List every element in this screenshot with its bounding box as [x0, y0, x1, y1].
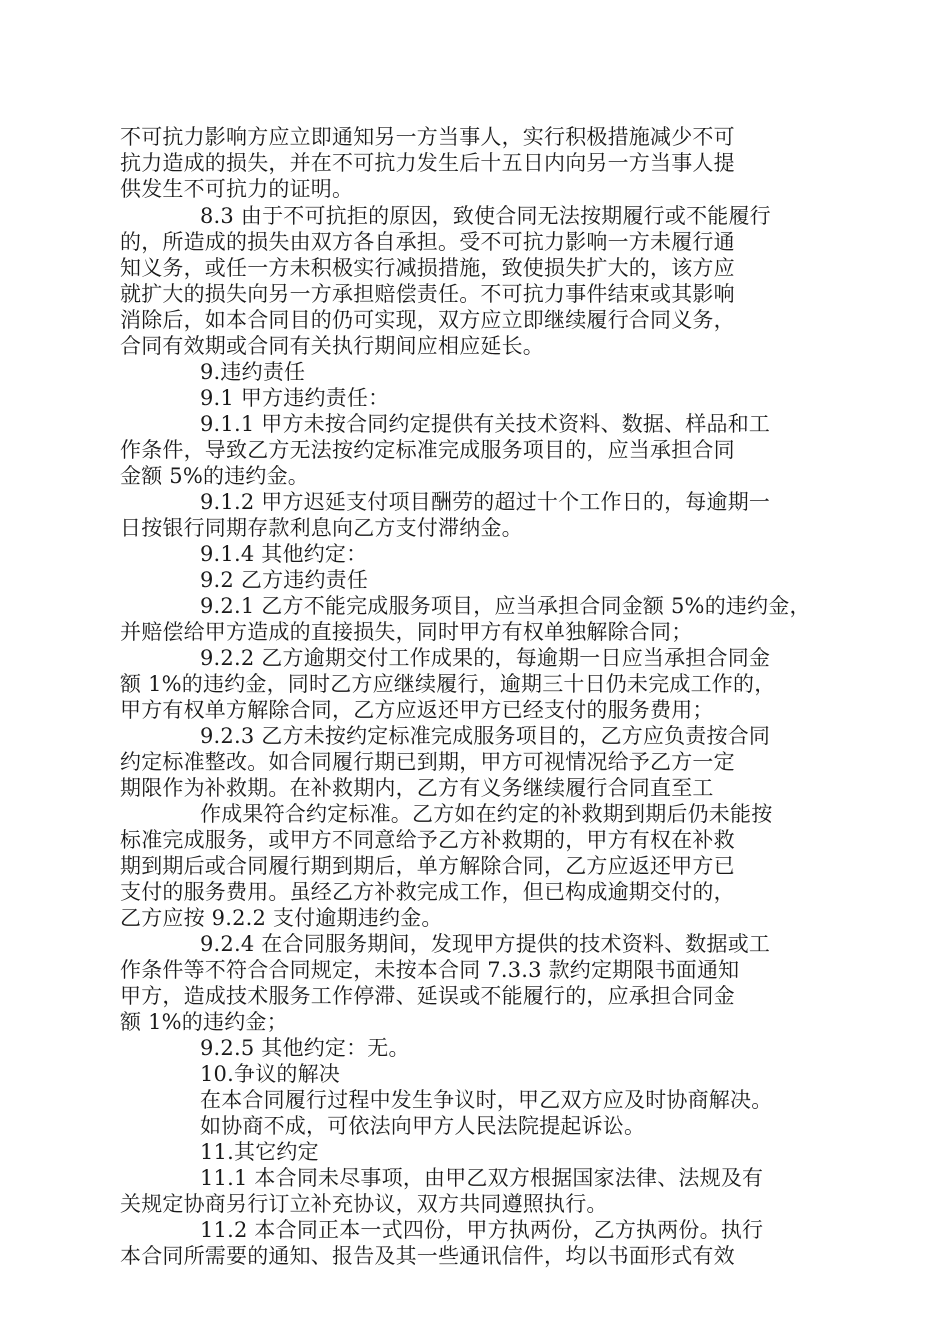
text-line: 甲方有权单方解除合同，乙方应返还甲方已经支付的服务费用； [120, 698, 714, 722]
text-line: 支付的服务费用。虽经乙方补救完成工作，但已构成逾期交付的， [120, 880, 735, 904]
text-line: 如协商不成，可依法向甲方人民法院提起诉讼。 [200, 1114, 646, 1138]
text-line: 8.3 由于不可抗拒的原因，致使合同无法按期履行或不能履行 [200, 204, 771, 228]
text-line: 9.2.5 其他约定：无。 [200, 1036, 410, 1060]
text-line: 抗力造成的损失，并在不可抗力发生后十五日内向另一方当事人提 [120, 151, 735, 175]
text-line: 关规定协商另行订立补充协议，双方共同遵照执行。 [120, 1192, 608, 1216]
subsection-heading: 9.1 甲方违约责任： [200, 386, 390, 410]
text-line: 并赔偿给甲方造成的直接损失，同时甲方有权单独解除合同； [120, 620, 693, 644]
text-line: 作成果符合约定标准。乙方如在约定的补救期到期后仍未能按 [200, 802, 773, 826]
subsection-heading: 9.2 乙方违约责任 [200, 568, 369, 592]
text-line: 知义务，或任一方未积极实行减损措施，致使损失扩大的，该方应 [120, 256, 735, 280]
section-heading: 11.其它约定 [200, 1140, 319, 1164]
text-line: 金额 5%的违约金。 [120, 464, 309, 488]
text-line: 期到期后或合同履行期到期后，单方解除合同，乙方应返还甲方已 [120, 854, 735, 878]
text-line: 供发生不可抗力的证明。 [120, 177, 354, 201]
text-line: 9.2.1 乙方不能完成服务项目，应当承担合同金额 5%的违约金， [200, 594, 811, 618]
text-line: 乙方应按 9.2.2 支付逾期违约金。 [120, 906, 443, 930]
text-line: 消除后，如本合同目的仍可实现，双方应立即继续履行合同义务， [120, 308, 735, 332]
text-line: 约定标准整改。如合同履行期已到期，甲方可视情况给予乙方一定 [120, 750, 735, 774]
text-line: 本合同所需要的通知、报告及其一些通讯信件，均以书面形式有效 [120, 1244, 735, 1268]
text-line: 期限作为补救期。在补救期内，乙方有义务继续履行合同直至工 [120, 776, 714, 800]
text-line: 甲方，造成技术服务工作停滞、延误或不能履行的，应承担合同金 [120, 984, 735, 1008]
text-line: 额 1%的违约金，同时乙方应继续履行，逾期三十日仍未完成工作的， [120, 672, 776, 696]
text-line: 额 1%的违约金； [120, 1010, 288, 1034]
section-heading: 10.争议的解决 [200, 1062, 340, 1086]
text-line: 11.2 本合同正本一式四份，甲方执两份，乙方执两份。执行 [200, 1218, 764, 1242]
text-line: 就扩大的损失向另一方承担赔偿责任。不可抗力事件结束或其影响 [120, 282, 735, 306]
text-line: 作条件等不符合合同规定，未按本合同 7.3.3 款约定期限书面通知 [120, 958, 740, 982]
text-line: 9.1.4 其他约定： [200, 542, 368, 566]
text-line: 9.2.2 乙方逾期交付工作成果的，每逾期一日应当承担合同金 [200, 646, 771, 670]
text-line: 9.1.2 甲方迟延支付项目酬劳的超过十个工作日的，每逾期一 [200, 490, 771, 514]
text-line: 9.2.4 在合同服务期间，发现甲方提供的技术资料、数据或工 [200, 932, 771, 956]
text-line: 日按银行同期存款利息向乙方支付滞纳金。 [120, 516, 523, 540]
text-line: 11.1 本合同未尽事项，由甲乙双方根据国家法律、法规及有 [200, 1166, 764, 1190]
text-line: 不可抗力影响方应立即通知另一方当事人，实行积极措施减少不可 [120, 125, 735, 149]
text-line: 在本合同履行过程中发生争议时，甲乙双方应及时协商解决。 [200, 1088, 773, 1112]
text-line: 的，所造成的损失由双方各自承担。受不可抗力影响一方未履行通 [120, 230, 735, 254]
text-line: 标准完成服务，或甲方不同意给予乙方补救期的，甲方有权在补救 [120, 828, 735, 852]
text-line: 9.1.1 甲方未按合同约定提供有关技术资料、数据、样品和工 [200, 412, 771, 436]
text-line: 9.2.3 乙方未按约定标准完成服务项目的，乙方应负责按合同 [200, 724, 771, 748]
text-line: 合同有效期或合同有关执行期间应相应延长。 [120, 334, 544, 358]
section-heading: 9.违约责任 [200, 360, 306, 384]
text-line: 作条件，导致乙方无法按约定标准完成服务项目的，应当承担合同 [120, 438, 735, 462]
